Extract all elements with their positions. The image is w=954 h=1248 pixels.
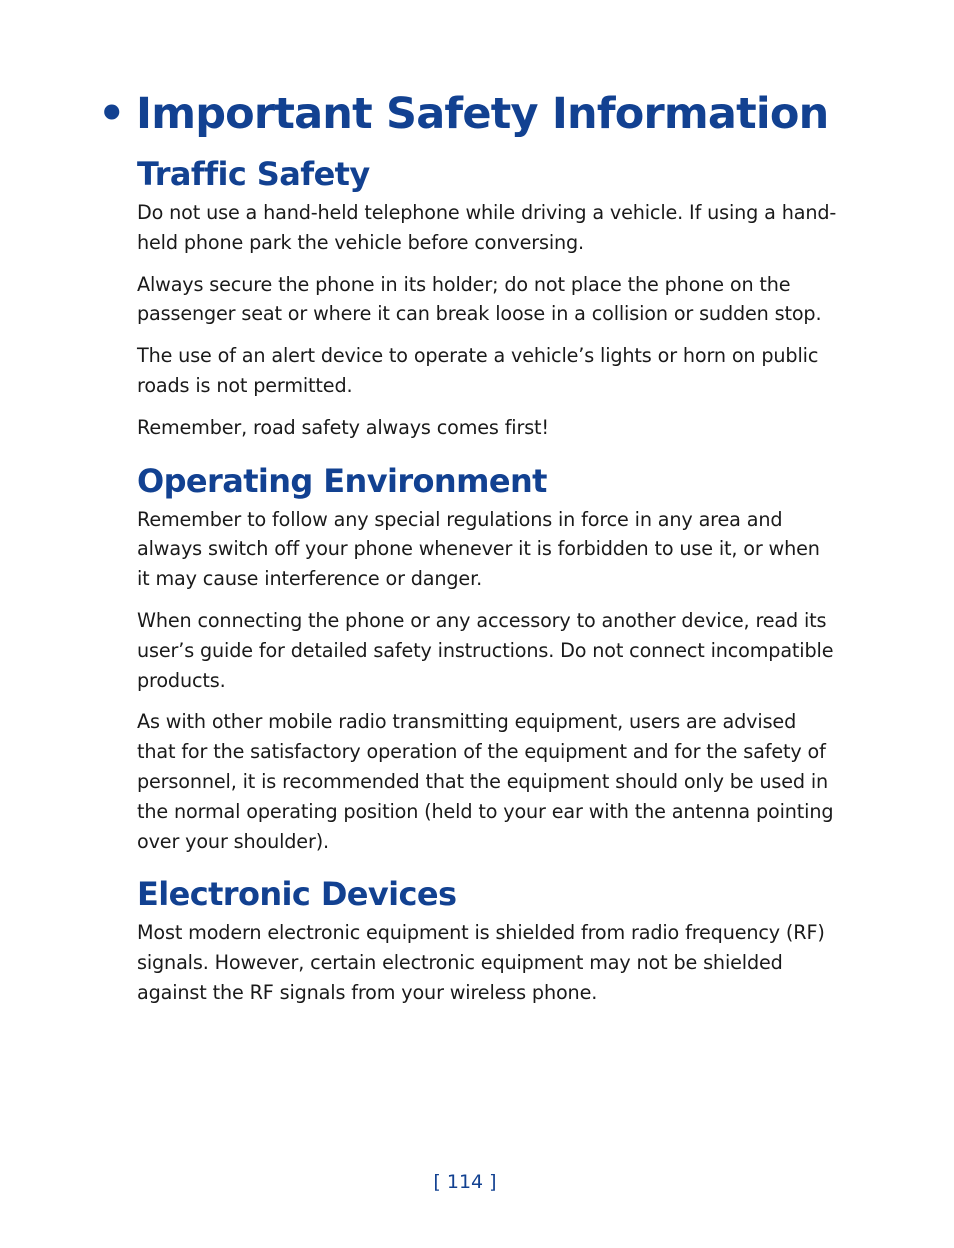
paragraph: The use of an alert device to operate a vehicle’s lights or horn on public roads is not permitted. bbox=[137, 344, 819, 397]
section-operating-environment bbox=[137, 457, 837, 857]
paragraph: Do not use a hand-held telephone while driving a vehicle. If using a hand-held phone park the vehicle before conversing. bbox=[137, 201, 837, 254]
section-electronic-devices bbox=[137, 870, 837, 1007]
section-heading: Operating Environment bbox=[137, 461, 547, 500]
chapter-title bbox=[98, 86, 828, 142]
section-heading: Traffic Safety bbox=[137, 155, 370, 193]
chapter-bullet: • bbox=[98, 89, 125, 139]
page-content bbox=[137, 150, 837, 1022]
paragraph: Most modern electronic equipment is shielded from radio frequency (RF) signals. However, certain electronic equipment may not be shielded against the RF signals from your wireless phone. bbox=[137, 921, 825, 1004]
paragraph: When connecting the phone or any accessory to another device, read its user’s guide for detailed safety instructions. Do not connect incompatible products. bbox=[137, 608, 834, 692]
paragraph: Remember, road safety always comes first! bbox=[137, 415, 549, 439]
section-heading: Electronic Devices bbox=[137, 875, 457, 914]
paragraph: Always secure the phone in its holder; do not place the phone on the passenger seat or where it can break loose in a collision or sudden stop. bbox=[137, 272, 822, 326]
section-traffic-safety bbox=[137, 150, 837, 443]
page-number: [ 114 ] bbox=[433, 1171, 497, 1193]
paragraph: As with other mobile radio transmitting equipment, users are advised that for the satisfactory operation of the equipment and for the safety of personnel, it is recommended that the equipment should only be used in the normal operating position (held to your ear with the antenna pointing over your shoulder). bbox=[137, 710, 834, 853]
paragraph: Remember to follow any special regulations in force in any area and always switch off your phone whenever it is forbidden to use it, or when it may cause interference or danger. bbox=[137, 507, 820, 591]
chapter-title-text: Important Safety Information bbox=[136, 89, 829, 139]
